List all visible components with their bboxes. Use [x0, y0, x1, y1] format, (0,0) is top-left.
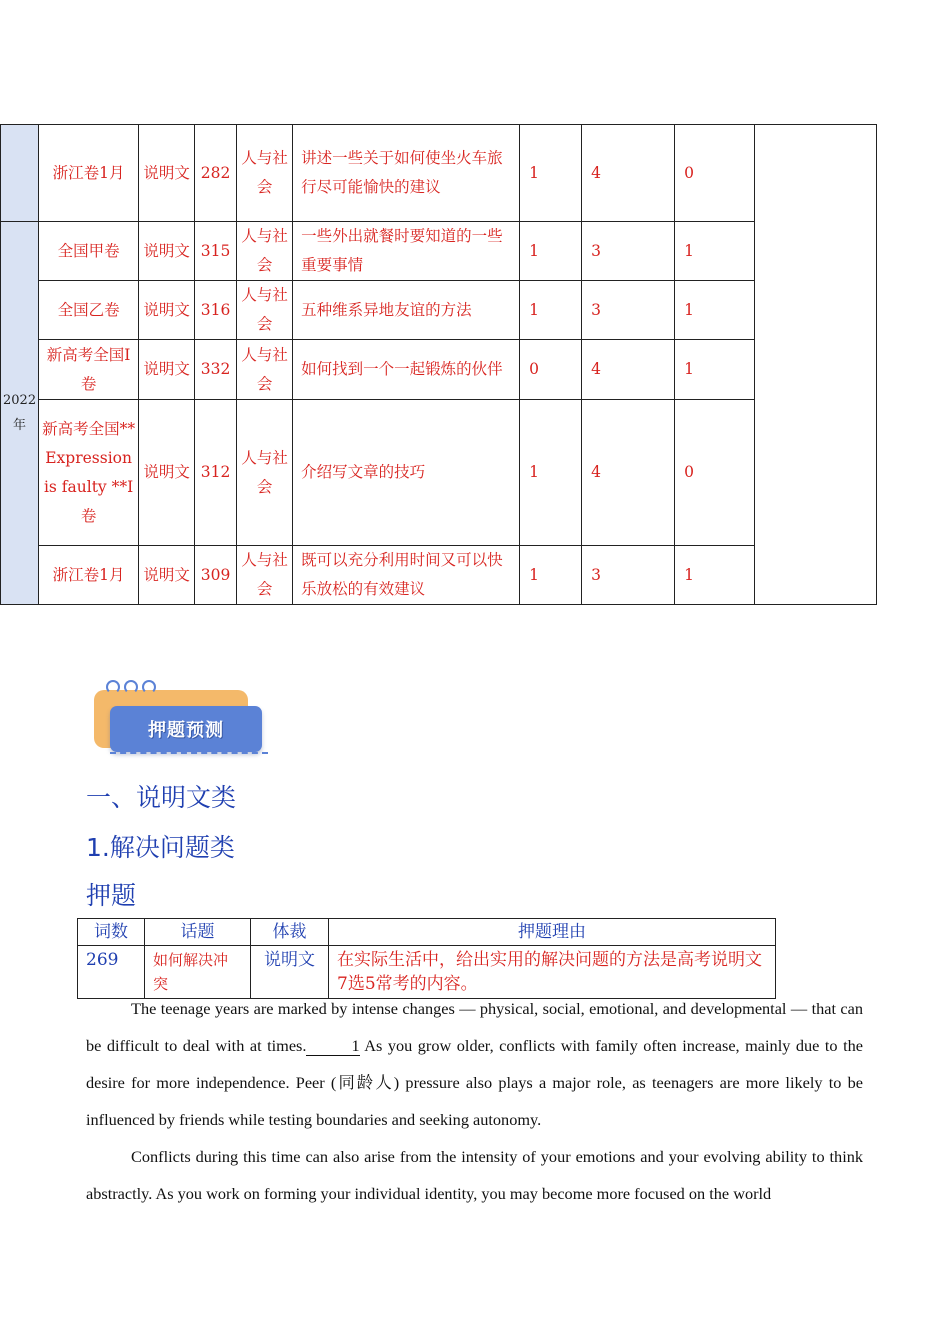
header-genre: 体裁: [251, 919, 329, 946]
word-count-cell: 309: [195, 546, 237, 605]
count-c-cell: 1: [675, 340, 755, 400]
paragraph-text: As you grow older, conflicts with family often increase, mainly due to the desire for more independence. Peer (同龄人) pressure also plays a major role, as teenagers are more likely to be influenced by friends while testing boundaries and seeking autonomy.: [86, 1036, 863, 1129]
count-b-cell: 4: [582, 400, 675, 546]
summary-cell: 既可以充分利用时间又可以快乐放松的有效建议: [293, 546, 520, 605]
count-c-cell: 0: [675, 400, 755, 546]
word-count-cell: 312: [195, 400, 237, 546]
summary-cell: 五种维系异地友谊的方法: [293, 281, 520, 340]
theme-cell: 人与社会: [237, 546, 293, 605]
reason-cell: 在实际生活中，给出实用的解决问题的方法是高考说明文7选5常考的内容。: [329, 946, 776, 999]
table-header-row: [78, 919, 776, 946]
header-word-count: 词数: [78, 919, 145, 946]
section-heading: 一、说明文类: [86, 783, 237, 812]
blank-cell: [755, 546, 877, 605]
genre-cell: 说明文: [139, 281, 195, 340]
count-b-cell: 4: [582, 340, 675, 400]
word-count-cell: 315: [195, 222, 237, 281]
exam-statistics-table: [0, 124, 877, 605]
paper-cell: 浙江卷1月: [39, 125, 139, 222]
paragraph: Conflicts during this time can also arise from the intensity of your emotions and your evolving ability to think abstractly. As you work on forming your individual identity, you may become more focused on the world: [86, 1147, 863, 1203]
genre-cell: 说明文: [139, 125, 195, 222]
blank-cell: [755, 400, 877, 546]
count-a-cell: 1: [520, 125, 582, 222]
count-b-cell: 3: [582, 222, 675, 281]
section-badge: [92, 680, 264, 760]
summary-cell: 介绍写文章的技巧: [293, 400, 520, 546]
answer-blank-1[interactable]: 1: [306, 1037, 359, 1056]
blank-cell: [755, 125, 877, 222]
summary-cell: 讲述一些关于如何使坐火车旅行尽可能愉快的建议: [293, 125, 520, 222]
theme-cell: 人与社会: [237, 125, 293, 222]
genre-cell: 说明文: [139, 400, 195, 546]
count-b-cell: 4: [582, 125, 675, 222]
blank-cell: [755, 340, 877, 400]
word-count-cell: 282: [195, 125, 237, 222]
paper-cell: 全国乙卷: [39, 281, 139, 340]
count-b-cell: 3: [582, 281, 675, 340]
blank-cell: [755, 222, 877, 281]
count-a-cell: 1: [520, 222, 582, 281]
genre-cell: 说明文: [139, 546, 195, 605]
summary-cell: 一些外出就餐时要知道的一些重要事情: [293, 222, 520, 281]
word-count-cell: 269: [78, 946, 145, 999]
theme-cell: 人与社会: [237, 281, 293, 340]
count-a-cell: 0: [520, 340, 582, 400]
reading-passage: [86, 990, 863, 1212]
blank-cell: [755, 281, 877, 340]
subsection-heading: 1.解决问题类: [86, 833, 235, 862]
count-c-cell: 0: [675, 125, 755, 222]
genre-cell: 说明文: [251, 946, 329, 999]
theme-cell: 人与社会: [237, 222, 293, 281]
paper-cell: 全国甲卷: [39, 222, 139, 281]
header-topic: 话题: [145, 919, 251, 946]
paragraph-text: The teenage years are marked by intense changes — physical, social, emotional, and developmental — that can be difficult to deal with at times.: [86, 999, 863, 1055]
paper-cell: 新高考全国I卷: [39, 340, 139, 400]
count-c-cell: 1: [675, 222, 755, 281]
summary-cell: 如何找到一个一起锻炼的伙伴: [293, 340, 520, 400]
theme-cell: 人与社会: [237, 340, 293, 400]
header-reason: 押题理由: [329, 919, 776, 946]
binder-ring-icon: [124, 680, 138, 694]
badge-dashed-line: [110, 752, 268, 754]
paragraph: [86, 990, 863, 1138]
count-b-cell: 3: [582, 546, 675, 605]
badge-front-card: [110, 706, 262, 752]
badge-label: 押题预测: [148, 720, 224, 741]
count-a-cell: 1: [520, 400, 582, 546]
theme-cell: 人与社会: [237, 400, 293, 546]
genre-cell: 说明文: [139, 340, 195, 400]
count-a-cell: 1: [520, 546, 582, 605]
count-c-cell: 1: [675, 281, 755, 340]
binder-ring-icon: [142, 680, 156, 694]
year-cell-2021: [1, 125, 39, 222]
binder-ring-icon: [106, 680, 120, 694]
table-row: [1, 340, 877, 400]
table-row: [1, 125, 877, 222]
table-row: [1, 281, 877, 340]
paper-cell: 新高考全国** Expression is faulty **I卷: [39, 400, 139, 546]
prediction-table: [77, 918, 776, 999]
word-count-cell: 316: [195, 281, 237, 340]
table-row: [1, 400, 877, 546]
genre-cell: 说明文: [139, 222, 195, 281]
table-row: [1, 222, 877, 281]
count-c-cell: 1: [675, 546, 755, 605]
table-row: [1, 546, 877, 605]
year-cell-2022: 2022年: [1, 222, 39, 605]
topic-cell: 如何解决冲突: [145, 946, 251, 999]
word-count-cell: 332: [195, 340, 237, 400]
paper-cell: 浙江卷1月: [39, 546, 139, 605]
count-a-cell: 1: [520, 281, 582, 340]
prediction-heading: 押题: [86, 881, 137, 910]
